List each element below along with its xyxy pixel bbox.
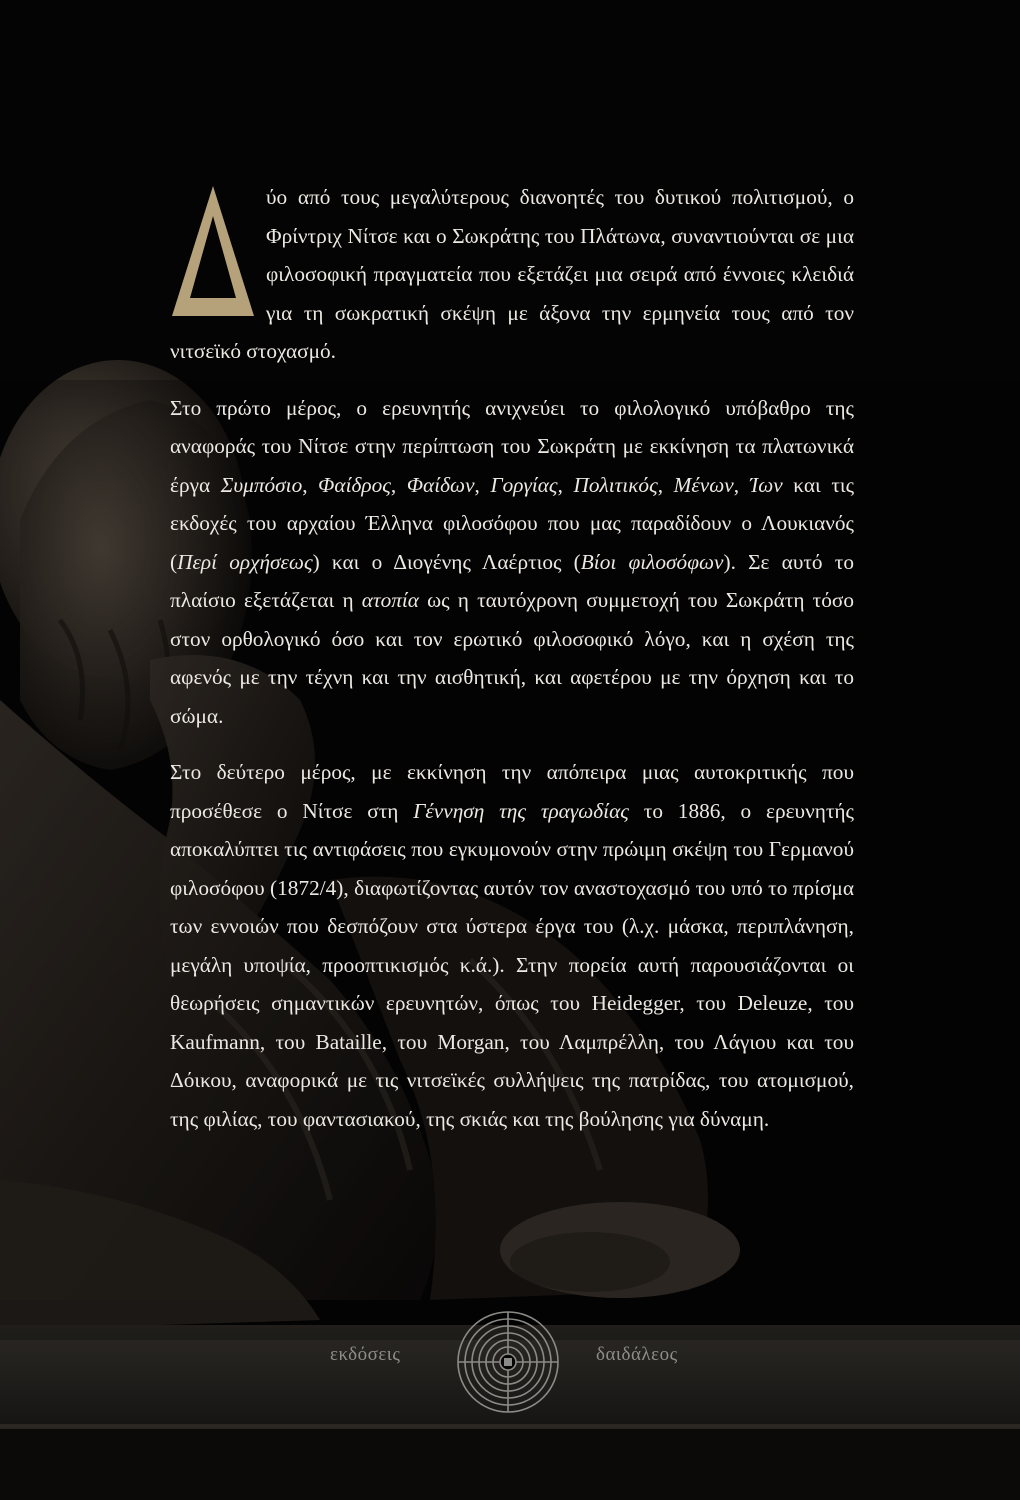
paragraph-3	[170, 753, 854, 1138]
work-ion: Ίων	[749, 472, 783, 497]
back-cover-text	[170, 178, 854, 1156]
work-birth-of-tragedy: Γέννηση της τραγωδίας	[413, 798, 629, 823]
p2-s1: Στο πρώτο μέρος, ο ερευνητής ανιχνεύει το φιλολογικό υπόβαθρο της αναφοράς του Νίτσε στην περίπτωση του Σωκράτη με εκκίνηση τα πλατωνικά έργα	[170, 395, 854, 497]
p2-comma: ,	[474, 472, 491, 497]
work-meno: Μένων	[673, 472, 734, 497]
paragraph-1	[170, 178, 854, 371]
term-atopia: ατοπία	[361, 588, 419, 612]
work-peri-orcheseos: Περί ορχήσεως	[177, 549, 313, 574]
work-phaedrus: Φαίδρος	[318, 472, 391, 497]
labyrinth-icon	[452, 1306, 564, 1418]
p3-s1: Στο δεύτερο μέρος, με εκκίνηση την απόπειρα μιας αυτοκριτικής που προσέθεσε ο Νίτσε στη	[170, 760, 854, 823]
work-symposium: Συμπόσιο	[220, 472, 303, 497]
p2-s4: ). Σε αυτό το πλαίσιο εξετάζεται η	[170, 549, 854, 612]
work-phaedo: Φαίδων	[406, 472, 475, 497]
p2-comma: ,	[557, 472, 574, 497]
work-statesman: Πολιτικός	[573, 472, 658, 497]
p2-s2: και τις εκδοχές του αρχαίου Έλληνα φιλοσόφου που μας παραδίδουν ο Λουκιανός (	[170, 472, 855, 574]
publisher-mark	[0, 1306, 1020, 1416]
p2-comma: ,	[657, 472, 674, 497]
publisher-word-ekdoseis: εκδόσεις	[330, 1344, 401, 1365]
p2-comma: ,	[390, 472, 407, 497]
publisher-word-daidaleos: δαιδάλεος	[596, 1344, 678, 1365]
paragraph-2	[170, 389, 854, 736]
work-gorgias: Γοργίας	[490, 472, 558, 497]
p3-s2: το 1886, ο ερευνητής αποκαλύπτει τις αντιφάσεις που εγκυμονούν στην πρώιμη σκέψη του Γερμανού φιλοσόφου (1872/4), διαφωτίζοντας αυτόν τον αναστοχασμό του υπό το πρίσμα των εννοιών που δεσπόζουν στα ύστερα έργα του (λ.χ. μάσκα, περιπλάνηση, μεγάλη υποψία, προοπτικισμός κ.ά.). Στην πορεία αυτή παρουσιάζονται οι θεωρήσεις σημαντικών ερευνητών, όπως του Heidegger, του Deleuze, του Kaufmann, του Bataille, του Morgan, του Λαμπρέλλη, του Λάγιου και του Δόικου, αναφορικά με τις νιτσεϊκές συλλήψεις της πατρίδας, του ατομισμού, της φιλίας, του φαντασιακού, της σκιάς και της βούλησης για δύναμη.	[170, 798, 854, 1131]
p2-comma: ,	[302, 472, 319, 497]
work-bioi-philosophon: Βίοι φιλοσόφων	[580, 549, 724, 574]
p2-s5: ως η ταυτόχρονη συμμετοχή του Σωκράτη τόσο στον ορθολογικό όσο και τον ερωτικό φιλοσοφικό λόγο, και η σχέση της αφενός με την τέχνη και την αισθητική, και αφετέρου με την όρχηση και το σώμα.	[170, 588, 854, 728]
paragraph-1-text: ύο από τους μεγαλύτερους διανοητές του δυτικού πολιτισμού, ο Φρίντριχ Νίτσε και ο Σωκράτης του Πλάτωνα, συναντιούνται σε μια φιλοσοφική πραγματεία που εξετάζει μια σειρά από έννοιες κλειδιά για τη σωκρατική σκέψη με άξονα την ερμηνεία τους από τον νιτσεϊκό στοχασμό.	[170, 185, 854, 363]
p2-s3: ) και ο Διογένης Λαέρτιος (	[312, 549, 581, 574]
p2-comma: ,	[733, 472, 750, 497]
dropcap-delta	[170, 184, 256, 318]
